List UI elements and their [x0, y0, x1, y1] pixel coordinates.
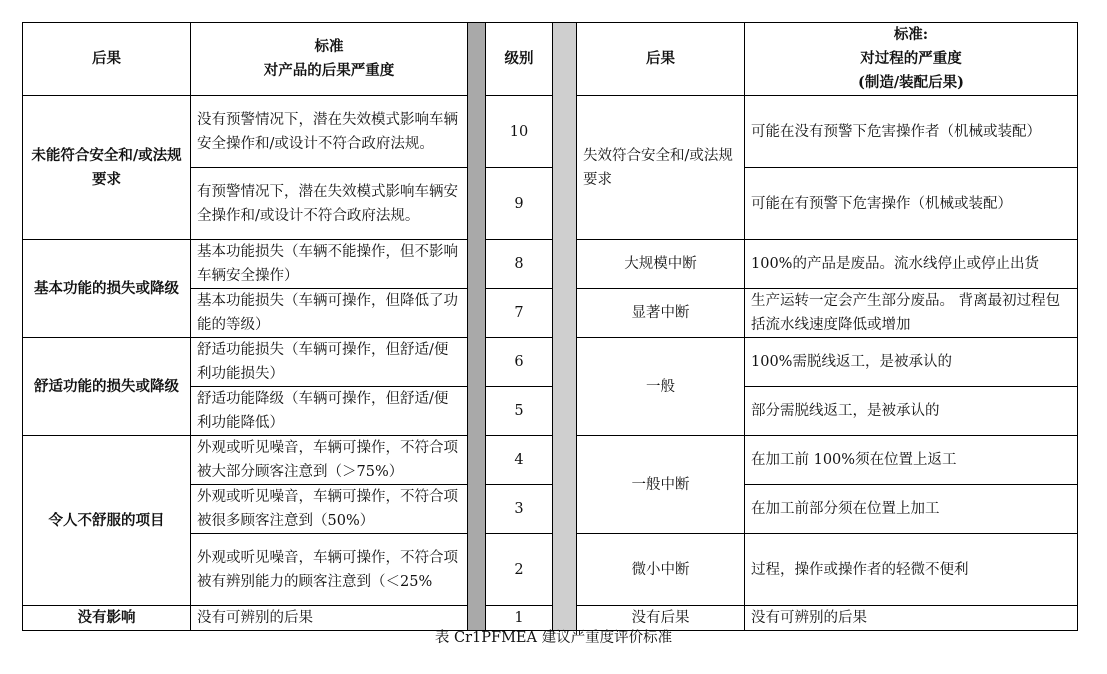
group-safety: 未能符合安全和/或法规要求 [23, 96, 191, 240]
header-rank: 级别 [486, 23, 553, 96]
group-no-effect: 没有影响 [23, 606, 191, 631]
process-consequence-moderate-disruption: 一般中断 [577, 436, 745, 534]
process-criteria-cell: 100%的产品是废品。流水线停止或停止出货 [745, 240, 1078, 289]
table-row [23, 606, 1078, 631]
header-consequence-process: 后果 [577, 23, 745, 96]
header-process-criteria-line3: (制造/装配后果) [857, 74, 965, 91]
rank-cell: 7 [486, 289, 553, 338]
table-row [23, 338, 1078, 387]
table-row [23, 436, 1078, 485]
rank-cell: 8 [486, 240, 553, 289]
rank-cell: 10 [486, 96, 553, 168]
group-annoyance: 令人不舒服的项目 [23, 436, 191, 606]
process-criteria-cell: 过程，操作或操作者的轻微不便利 [745, 534, 1078, 606]
process-criteria-cell: 部分需脱线返工，是被承认的 [745, 387, 1078, 436]
group-primary-function: 基本功能的损失或降级 [23, 240, 191, 338]
header-process-criteria-line1: 标准: [893, 26, 929, 43]
process-criteria-cell: 在加工前 100%须在位置上返工 [745, 436, 1078, 485]
rank-cell: 5 [486, 387, 553, 436]
header-product-criteria-line2: 对产品的后果严重度 [263, 62, 395, 79]
product-criteria-cell: 没有预警情况下，潜在失效模式影响车辆安全操作和/或设计不符合政府法规。 [191, 96, 468, 168]
rank-cell: 2 [486, 534, 553, 606]
product-criteria-cell: 舒适功能损失（车辆可操作，但舒适/便利功能损失） [191, 338, 468, 387]
process-criteria-cell: 100%需脱线返工，是被承认的 [745, 338, 1078, 387]
product-criteria-cell: 外观或听见噪音，车辆可操作，不符合项被有辨别能力的顾客注意到（＜25% [191, 534, 468, 606]
process-criteria-cell: 可能在有预警下危害操作（机械或装配） [745, 168, 1078, 240]
process-consequence-moderate: 一般 [577, 338, 745, 436]
process-criteria-cell: 在加工前部分须在位置上加工 [745, 485, 1078, 534]
table-row [23, 96, 1078, 168]
process-consequence-safety: 失效符合安全和/或法规要求 [577, 96, 745, 240]
process-criteria-cell: 可能在没有预警下危害操作者（机械或装配） [745, 96, 1078, 168]
table-caption: 表 Cr1PFMEA 建议严重度评价标准 [434, 630, 673, 646]
header-consequence: 后果 [23, 23, 191, 96]
product-criteria-cell: 没有可辨别的后果 [191, 606, 468, 631]
header-process-criteria-line2: 对过程的严重度 [860, 50, 962, 67]
group-comfort-function: 舒适功能的损失或降级 [23, 338, 191, 436]
process-criteria-cell: 没有可辨别的后果 [745, 606, 1078, 631]
rank-cell: 4 [486, 436, 553, 485]
rank-cell: 3 [486, 485, 553, 534]
product-criteria-cell: 舒适功能降级（车辆可操作，但舒适/便利功能降低） [191, 387, 468, 436]
process-consequence-major: 大规模中断 [577, 240, 745, 289]
divider-column-right [553, 23, 577, 631]
product-criteria-cell: 基本功能损失（车辆可操作，但降低了功能的等级） [191, 289, 468, 338]
severity-criteria-table [22, 22, 1078, 631]
process-consequence-none: 没有后果 [577, 606, 745, 631]
table-row [23, 240, 1078, 289]
header-row [23, 23, 1078, 96]
product-criteria-cell: 外观或听见噪音，车辆可操作，不符合项被大部分顾客注意到（＞75%） [191, 436, 468, 485]
rank-cell: 9 [486, 168, 553, 240]
product-criteria-cell: 基本功能损失（车辆不能操作，但不影响车辆安全操作） [191, 240, 468, 289]
process-consequence-minor: 微小中断 [577, 534, 745, 606]
process-criteria-cell: 生产运转一定会产生部分废品。 背离最初过程包括流水线速度降低或增加 [745, 289, 1078, 338]
header-product-criteria [191, 23, 468, 96]
product-criteria-cell: 有预警情况下，潜在失效模式影响车辆安全操作和/或设计不符合政府法规。 [191, 168, 468, 240]
divider-column-left [468, 23, 486, 631]
header-product-criteria-line1: 标准 [314, 38, 344, 55]
rank-cell: 1 [486, 606, 553, 631]
header-process-criteria [745, 23, 1078, 96]
rank-cell: 6 [486, 338, 553, 387]
product-criteria-cell: 外观或听见噪音，车辆可操作，不符合项被很多顾客注意到（50%） [191, 485, 468, 534]
process-consequence-significant: 显著中断 [577, 289, 745, 338]
